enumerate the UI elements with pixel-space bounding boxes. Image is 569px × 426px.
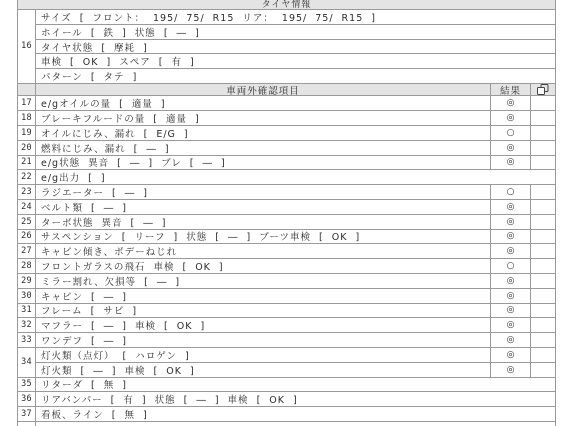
check-item: ベルト類 [ ― ] <box>36 200 491 215</box>
check-item: ラジエーター [ ― ] <box>36 185 491 200</box>
header-item-label: 車両外確認項目 <box>36 84 491 96</box>
blank-cell <box>531 126 556 141</box>
section-title-tire-info: タイヤ情報 <box>18 0 556 10</box>
header-number-cell <box>18 84 36 96</box>
item-number: 34 <box>18 348 36 378</box>
check-item: キャビン [ ― ] <box>36 289 491 304</box>
check-item: 灯火類 [ ― ] 車検 [ OK ] <box>36 363 491 378</box>
result-mark: ◎ <box>491 348 531 363</box>
item-number: 18 <box>18 111 36 126</box>
check-item: e/g出力 [ ] <box>36 170 556 185</box>
item-number: 23 <box>18 185 36 200</box>
check-item: 灯火類（点灯） [ ハロゲン ] <box>36 348 491 363</box>
check-item: ターボ状態 異音 [ ― ] <box>36 215 491 230</box>
blank-cell <box>531 363 556 378</box>
check-item: e/g状態 異音 [ ― ] ブレ [ ― ] <box>36 156 491 171</box>
result-mark: ◎ <box>491 96 531 111</box>
check-item: 燃料にじみ、漏れ [ ― ] <box>36 141 491 156</box>
result-mark: ◎ <box>491 318 531 333</box>
check-item: オイルにじみ、漏れ [ E/G ] <box>36 126 491 141</box>
blank-cell <box>531 111 556 126</box>
blank-cell <box>531 244 556 259</box>
tire-condition-line: タイヤ状態 [ 摩耗 ] <box>36 40 556 55</box>
result-mark: ◎ <box>491 111 531 126</box>
blank-cell <box>531 156 556 171</box>
item-number: 33 <box>18 333 36 348</box>
item-number: 32 <box>18 318 36 333</box>
check-item-cell <box>36 422 556 426</box>
result-mark: ◎ <box>491 156 531 171</box>
tire-size-line: サイズ [ フロント： 195/ 75/ R15 リア： 195/ 75/ R15 ] <box>36 10 556 25</box>
blank-cell <box>531 96 556 111</box>
item-number: 19 <box>18 126 36 141</box>
item-number: 37 <box>18 407 36 422</box>
check-item: リアバンパー [ 有 ] 状態 [ ― ] 車検 [ OK ] <box>36 392 556 407</box>
item-number: 29 <box>18 274 36 289</box>
result-mark: ◎ <box>491 141 531 156</box>
result-mark: ◎ <box>491 333 531 348</box>
item-number: 16 <box>18 10 36 84</box>
item-number: 31 <box>18 304 36 319</box>
item-number: 28 <box>18 259 36 274</box>
blank-cell <box>531 185 556 200</box>
result-mark: ○ <box>491 185 531 200</box>
result-mark: ◎ <box>491 244 531 259</box>
blank-cell <box>531 318 556 333</box>
blank-cell <box>531 289 556 304</box>
blank-cell <box>531 230 556 245</box>
item-number: 35 <box>18 378 36 393</box>
check-item: ブレーキフルードの量 [ 適量 ] <box>36 111 491 126</box>
item-number: 27 <box>18 244 36 259</box>
result-mark: ◎ <box>491 230 531 245</box>
result-mark: ◎ <box>491 274 531 289</box>
item-number: 21 <box>18 156 36 171</box>
result-mark: ○ <box>491 126 531 141</box>
check-item: キャビン傾き、ボデーねじれ <box>36 244 491 259</box>
check-item: ミラー割れ、欠損等 [ ― ] <box>36 274 491 289</box>
copy-icon-front-sheet <box>538 88 545 95</box>
result-mark: ◎ <box>491 289 531 304</box>
item-number: 22 <box>18 170 36 185</box>
item-number: 26 <box>18 230 36 245</box>
check-item: フロントガラスの飛石 車検 [ OK ] <box>36 259 491 274</box>
result-mark: ◎ <box>491 215 531 230</box>
blank-cell <box>531 259 556 274</box>
blank-cell <box>531 348 556 363</box>
blank-cell <box>531 274 556 289</box>
copy-button[interactable] <box>531 84 556 96</box>
item-number: 17 <box>18 96 36 111</box>
item-number-cell <box>18 422 36 426</box>
blank-cell <box>531 215 556 230</box>
item-number: 30 <box>18 289 36 304</box>
inspection-sheet <box>17 0 556 426</box>
check-item: e/gオイルの量 [ 適量 ] <box>36 96 491 111</box>
result-mark: ◎ <box>491 304 531 319</box>
item-number: 25 <box>18 215 36 230</box>
blank-cell <box>531 333 556 348</box>
check-item: サスペンション [ リーフ ] 状態 [ ― ] ブーツ車検 [ OK ] <box>36 230 491 245</box>
result-mark: ◎ <box>491 363 531 378</box>
tire-inspection-line: 車検 [ OK ] スペア [ 有 ] <box>36 54 556 69</box>
copy-icon <box>537 84 549 95</box>
item-number: 20 <box>18 141 36 156</box>
check-item: リターダ [ 無 ] <box>36 378 556 393</box>
result-mark: ◎ <box>491 200 531 215</box>
check-item: マフラー [ ― ] 車検 [ OK ] <box>36 318 491 333</box>
header-result-label: 結果 <box>491 84 531 96</box>
tire-pattern-line: パターン [ タテ ] <box>36 69 556 84</box>
item-number: 24 <box>18 200 36 215</box>
check-item: ワンデフ [ ― ] <box>36 333 491 348</box>
check-item: 看板、ライン [ 無 ] <box>36 407 556 422</box>
result-mark: ○ <box>491 259 531 274</box>
check-item: フレーム [ サビ ] <box>36 304 491 319</box>
blank-cell <box>531 141 556 156</box>
blank-cell <box>531 200 556 215</box>
blank-cell <box>531 304 556 319</box>
tire-wheel-line: ホイール [ 鉄 ] 状態 [ ― ] <box>36 25 556 40</box>
item-number: 36 <box>18 392 36 407</box>
